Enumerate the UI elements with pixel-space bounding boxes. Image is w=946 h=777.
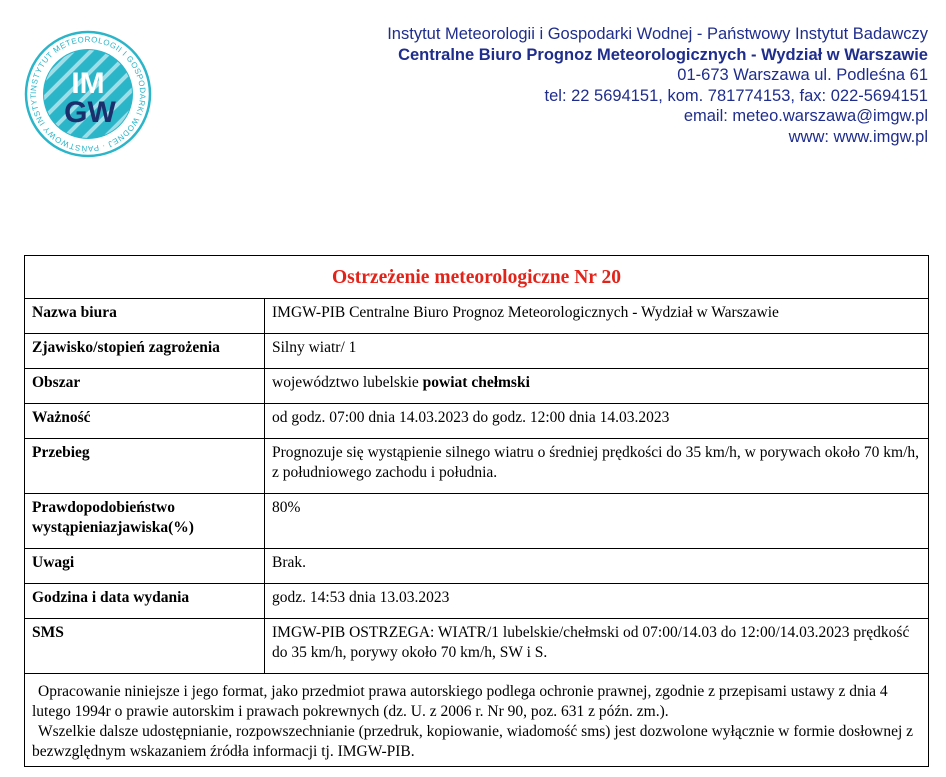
row-value-course: Prognozuje się wystąpienie silnego wiatru o średniej prędkości do 35 km/h, w porywach około 70 km/h, z południowego zachodu i południa. (265, 439, 929, 494)
table-row (25, 584, 929, 619)
row-value-office: IMGW-PIB Centralne Biuro Prognoz Meteorologicznych - Wydział w Warszawie (265, 299, 929, 334)
table-row (25, 404, 929, 439)
row-label-validity: Ważność (25, 404, 265, 439)
row-label-phenomenon: Zjawisko/stopień zagrożenia (25, 334, 265, 369)
header-website[interactable]: www: www.imgw.pl (788, 127, 928, 146)
imgw-logo (24, 30, 152, 158)
copyright-notice (25, 674, 929, 767)
header-email[interactable]: email: meteo.warszawa@imgw.pl (683, 107, 928, 126)
table-row (25, 299, 929, 334)
table-row (25, 439, 929, 494)
row-label-course: Przebieg (25, 439, 265, 494)
row-value-remarks: Brak. (265, 549, 929, 584)
header-institution: Instytut Meteorologii i Gospodarki Wodnej - Państwowy Instytut Badawczy (387, 25, 928, 43)
warning-table (24, 255, 929, 767)
row-value-issued: godz. 14:53 dnia 13.03.2023 (265, 584, 929, 619)
header-office: Centralne Biuro Prognoz Meteorologicznych - Wydział w Warszawie (398, 45, 928, 64)
row-label-probability: Prawdopodobieństwo wystąpieniazjawiska(%) (25, 494, 265, 549)
row-label-issued: Godzina i data wydania (25, 584, 265, 619)
table-row (25, 549, 929, 584)
copyright-paragraph-2: Wszelkie dalsze udostępnianie, rozpowszechnianie (przedruk, kopiowanie, wiadomość sms) jest dozwolone wyłącznie w formie dosłownej z bezwzględnym wskazaniem źródła informacji tj. IMGW-PIB. (32, 723, 914, 760)
copyright-paragraph-1: Opracowanie niniejsze i jego format, jako przedmiot prawa autorskiego podlega ochronie prawnej, zgodnie z przepisami ustawy z dnia 4 lutego 1994r o prawie autorskim i prawach pokrewnych (dz. U. z 2006 r. Nr 90, poz. 631 z późn. zm.). (32, 683, 888, 720)
table-row (25, 334, 929, 369)
warning-title: Ostrzeżenie meteorologiczne Nr 20 (25, 256, 929, 299)
row-label-remarks: Uwagi (25, 549, 265, 584)
row-value-area (265, 369, 929, 404)
logo-text-bottom: GW (64, 96, 116, 129)
row-label-sms: SMS (25, 619, 265, 674)
table-row (25, 494, 929, 549)
row-label-office: Nazwa biura (25, 299, 265, 334)
logo-ring-text: INSTYTUT METEOROLOGII I GOSPODARKI WODNEJ · PAŃSTWOWY INSTYT (28, 34, 148, 154)
table-row (25, 619, 929, 674)
table-row (25, 369, 929, 404)
area-voivodeship: województwo lubelskie (272, 374, 423, 391)
header-address: 01-673 Warszawa ul. Podleśna 61 (677, 66, 928, 85)
row-label-area: Obszar (25, 369, 265, 404)
row-value-sms: IMGW-PIB OSTRZEGA: WIATR/1 lubelskie/chełmski od 07:00/14.03 do 12:00/14.03.2023 prędkość do 35 km/h, porywy około 70 km/h, SW i S. (265, 619, 929, 674)
row-value-probability: 80% (265, 494, 929, 549)
logo-text-top: IM (71, 67, 105, 100)
area-county: powiat chełmski (422, 374, 530, 391)
row-value-validity: od godz. 07:00 dnia 14.03.2023 do godz. 12:00 dnia 14.03.2023 (265, 404, 929, 439)
institution-header (387, 24, 928, 148)
header-phone: tel: 22 5694151, kom. 781774153, fax: 022-5694151 (544, 86, 928, 105)
row-value-phenomenon: Silny wiatr/ 1 (265, 334, 929, 369)
